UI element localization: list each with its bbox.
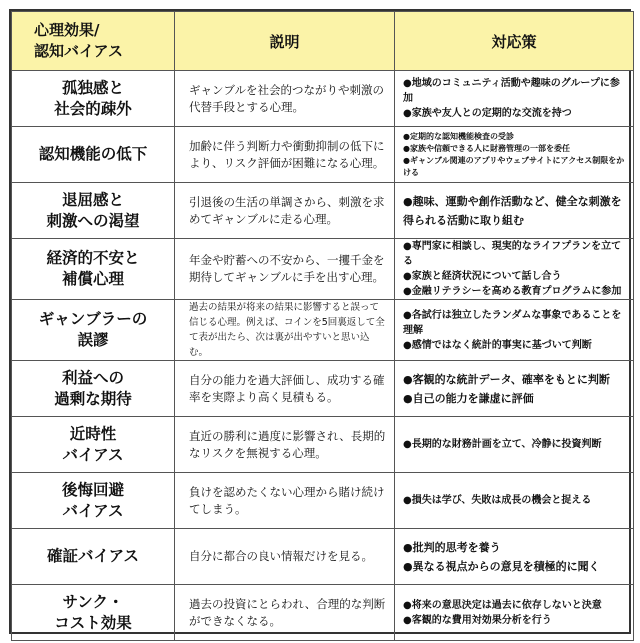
measure-item: ●定期的な認知機能検査の受診 bbox=[403, 131, 514, 141]
table-row bbox=[12, 473, 634, 529]
bias-table-container bbox=[9, 9, 631, 634]
table-row bbox=[12, 127, 634, 183]
row-name-line: 認知機能の低下 bbox=[38, 145, 148, 163]
row-description: 過去の投資にとらわれ、合理的な判断ができなくなる。 bbox=[175, 585, 395, 641]
table-row bbox=[12, 239, 634, 300]
table-row bbox=[12, 417, 634, 473]
header-description: 説明 bbox=[175, 12, 395, 71]
measure-item: ●ギャンブル関連のアプリやウェブサイトにアクセス制限をかける bbox=[403, 155, 625, 177]
row-measures bbox=[395, 239, 634, 300]
row-description: 負けを認めたくない心理から賭け続けてしまう。 bbox=[175, 473, 395, 529]
row-name-line: 利益への bbox=[61, 368, 124, 387]
row-measures bbox=[395, 585, 634, 641]
row-name bbox=[12, 361, 175, 417]
row-name bbox=[12, 127, 175, 183]
header-countermeasures: 対応策 bbox=[395, 12, 634, 71]
row-name-line: 退屈感と bbox=[61, 190, 124, 209]
measure-item: ●自己の能力を謙虚に評価 bbox=[403, 391, 534, 405]
row-name bbox=[12, 239, 175, 300]
row-name-line: 近時性 bbox=[69, 424, 117, 443]
table-header bbox=[12, 12, 634, 71]
header-effect-line2: 認知バイアス bbox=[34, 42, 123, 60]
row-measures bbox=[395, 71, 634, 127]
row-name-line: 社会的疎外 bbox=[54, 99, 132, 118]
row-name-line: 誤謬 bbox=[77, 331, 109, 349]
row-name-line: 刺激への渇望 bbox=[46, 211, 140, 230]
row-description: 直近の勝利に過度に影響され、長期的なリスクを無視する心理。 bbox=[175, 417, 395, 473]
row-measures bbox=[395, 300, 634, 361]
row-measures bbox=[395, 473, 634, 529]
table-row bbox=[12, 529, 634, 585]
bias-table bbox=[11, 11, 634, 641]
row-measures bbox=[395, 417, 634, 473]
header-effect bbox=[12, 12, 175, 71]
table-row bbox=[12, 71, 634, 127]
measure-item: ●客観的な費用対効果分析を行う bbox=[403, 614, 552, 626]
row-name-line: サンク・ bbox=[62, 592, 124, 611]
header-effect-line1: 心理効果/ bbox=[34, 21, 100, 39]
row-name-line: バイアス bbox=[62, 445, 124, 464]
measure-item: ●損失は学び、失敗は成長の機会と捉える bbox=[403, 495, 592, 506]
measure-item: ●長期的な財務計画を立て、冷静に投資判断 bbox=[403, 439, 602, 450]
table-row bbox=[12, 361, 634, 417]
row-description: 過去の結果が将来の結果に影響すると誤って信じる心理。例えば、コインを5回裏返して全て表が出たら、次は裏が出やすいと思い込む。 bbox=[175, 300, 395, 361]
measure-item: ●家族と経済状況について話し合う bbox=[403, 271, 562, 282]
row-name-line: 確証バイアス bbox=[47, 547, 139, 565]
table-row bbox=[12, 585, 634, 641]
header-row bbox=[12, 12, 634, 71]
measure-item: ●専門家に相談し、現実的なライフプランを立てる bbox=[403, 241, 622, 267]
row-measures bbox=[395, 361, 634, 417]
row-description: 自分に都合の良い情報だけを見る。 bbox=[175, 529, 395, 585]
row-name bbox=[12, 183, 175, 239]
row-measures bbox=[395, 183, 634, 239]
row-name-line: 補償心理 bbox=[61, 270, 124, 288]
row-name-line: ギャンブラーの bbox=[38, 310, 148, 328]
measure-item: ●家族や信頼できる人に財務管理の一部を委任 bbox=[403, 143, 570, 153]
row-name bbox=[12, 417, 175, 473]
measure-item: ●金融リテラシーを高める教育プログラムに参加 bbox=[403, 286, 622, 297]
row-name bbox=[12, 71, 175, 127]
row-measures bbox=[395, 127, 634, 183]
row-name-line: 経済的不安と bbox=[46, 249, 140, 267]
measure-item: ●趣味、運動や創作活動など、健全な刺激を得られる活動に取り組む bbox=[403, 194, 622, 227]
measure-item: ●家族や友人との定期的な交流を持つ bbox=[403, 108, 572, 119]
row-name bbox=[12, 529, 175, 585]
row-name-line: 後悔回避 bbox=[61, 480, 124, 499]
measure-item: ●各試行は独立したランダムな事象であることを理解 bbox=[403, 309, 622, 336]
row-description: 自分の能力を過大評価し、成功する確率を実際より高く見積もる。 bbox=[175, 361, 395, 417]
row-name-line: 過剰な期待 bbox=[54, 389, 132, 408]
table-row bbox=[12, 183, 634, 239]
measure-item: ●感情ではなく統計的事実に基づいて判断 bbox=[403, 339, 592, 351]
measure-item: ●客観的な統計データ、確率をもとに判断 bbox=[403, 372, 610, 386]
row-name-line: 孤独感と bbox=[61, 78, 124, 97]
measure-item: ●批判的思考を養う bbox=[403, 540, 501, 554]
row-name bbox=[12, 300, 175, 361]
row-name-line: バイアス bbox=[62, 501, 124, 520]
row-name bbox=[12, 473, 175, 529]
measure-item: ●異なる視点からの意見を積極的に聞く bbox=[403, 559, 600, 573]
row-measures bbox=[395, 529, 634, 585]
row-description: 加齢に伴う判断力や衝動抑制の低下により、リスク評価が困難になる心理。 bbox=[175, 127, 395, 183]
table-row bbox=[12, 300, 634, 361]
row-description: 年金や貯蓄への不安から、一攫千金を期待してギャンブルに手を出す心理。 bbox=[175, 239, 395, 300]
measure-item: ●将来の意思決定は過去に依存しないと決意 bbox=[403, 599, 602, 611]
row-description: 引退後の生活の単調さから、刺激を求めてギャンブルに走る心理。 bbox=[175, 183, 395, 239]
table-body bbox=[12, 71, 634, 641]
measure-item: ●地域のコミュニティ活動や趣味のグループに参加 bbox=[403, 78, 620, 104]
row-name bbox=[12, 585, 175, 641]
row-description: ギャンブルを社会的つながりや刺激の代替手段とする心理。 bbox=[175, 71, 395, 127]
row-name-line: コスト効果 bbox=[54, 613, 132, 632]
